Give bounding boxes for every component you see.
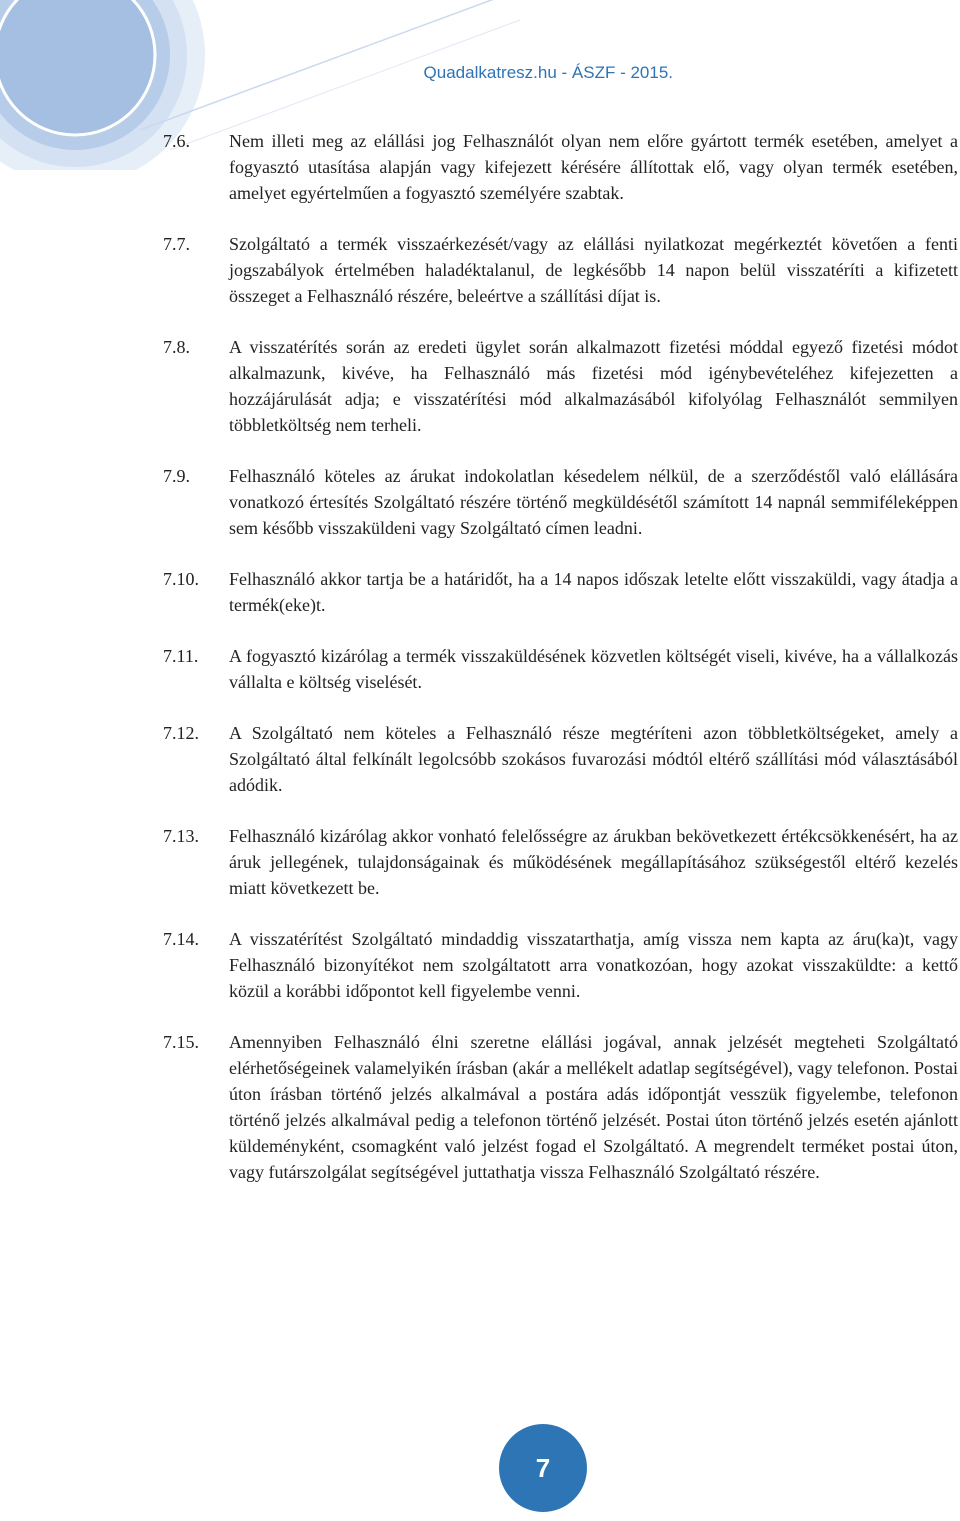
paragraph-7-14: [163, 926, 958, 1004]
paragraph-number: 7.13.: [163, 826, 199, 846]
paragraph-number: 7.15.: [163, 1032, 199, 1052]
paragraph-7-15: [163, 1029, 958, 1185]
page-number: 7: [535, 1452, 551, 1483]
paragraph-number: 7.8.: [163, 337, 190, 357]
paragraph-7-6: [163, 128, 958, 206]
paragraph-text: Szolgáltató a termék visszaérkezését/vagy az elállási nyilatkozat megérkeztét követően a fenti jogszabályok értelmében haladéktalanul, de legkésőbb 14 napon belül visszatéríti a kifizetett összeget a Felhasználó részére, beleértve a szállítási díjat is.: [229, 234, 958, 306]
paragraph-text: A visszatérítés során az eredeti ügylet során alkalmazott fizetési móddal egyező fizetési módot alkalmazunk, kivéve, ha Felhasználó más fizetési mód igénybevételéhez kifejezetten a hozzájárulását adja; e visszatérítési mód alkalmazásából kifolyólag Felhasználót semmilyen többletköltség nem terheli.: [229, 337, 958, 435]
paragraph-text: Nem illeti meg az elállási jog Felhasználót olyan nem előre gyártott termék esetében, amelyet a fogyasztó utasítása alapján vagy kifejezett kérésére állítottak elő, vagy olyan termék esetében, amelyet egyértelműen a fogyasztó személyére szabtak.: [229, 131, 958, 203]
page-number-badge: [499, 1424, 587, 1512]
paragraph-7-7: [163, 231, 958, 309]
paragraph-7-8: [163, 334, 958, 438]
paragraph-number: 7.12.: [163, 723, 199, 743]
paragraph-text: Felhasználó köteles az árukat indokolatlan késedelem nélkül, de a szerződéstől való elállására vonatkozó értesítés Szolgáltató részére történő megküldésétől számított 14 napnál semmiféleképpen sem később visszaküldeni vagy Szolgáltató címen leadni.: [229, 466, 958, 538]
paragraph-text: A fogyasztó kizárólag a termék visszaküldésének közvetlen költségét viseli, kivéve, ha a vállalkozás vállalta e költség viselését.: [229, 646, 958, 692]
document-header: Quadalkatresz.hu - ÁSZF - 2015.: [423, 63, 673, 82]
paragraph-number: 7.14.: [163, 929, 199, 949]
paragraph-number: 7.6.: [163, 131, 190, 151]
paragraph-7-9: [163, 463, 958, 541]
paragraph-7-11: [163, 643, 958, 695]
paragraph-text: A Szolgáltató nem köteles a Felhasználó része megtéríteni azon többletköltségeket, amely a Szolgáltató által felkínált legolcsóbb szokásos fuvarozási módtól eltérő szállítási mód választásából adódik.: [229, 723, 958, 795]
paragraph-text: A visszatérítést Szolgáltató mindaddig visszatarthatja, amíg vissza nem kapta az áru(ka)t, vagy Felhasználó bizonyítékot nem szolgáltatott arra vonatkozóan, hogy azokat visszaküldte: a kettő közül a korábbi időpontot kell figyelembe venni.: [229, 929, 958, 1001]
paragraph-number: 7.7.: [163, 234, 190, 254]
paragraph-7-10: [163, 566, 958, 618]
paragraph-text: Amennyiben Felhasználó élni szeretne elállási jogával, annak jelzését megteheti Szolgáltató elérhetőségeinek valamelyikén írásban (akár a mellékelt adatlap segítségével), vagy telefonon. Postai úton írásban történő jelzés alkalmával a postára adás időpontját vesszük figyelembe, telefonon történő jelzés alkalmával pedig a telefonon történő jelzését. Postai úton történő jelzés esetén ajánlott küldeményként, csomagként való jelzést fogad el Szolgáltató. A megrendelt terméket postai úton, vagy futárszolgálat segítségével juttathatja vissza Felhasználó Szolgáltató részére.: [229, 1032, 958, 1182]
paragraph-number: 7.9.: [163, 466, 190, 486]
paragraph-text: Felhasználó akkor tartja be a határidőt, ha a 14 napos időszak letelte előtt visszaküldi, vagy átadja a termék(eke)t.: [229, 569, 958, 615]
paragraph-number: 7.11.: [163, 646, 199, 666]
paragraph-text: Felhasználó kizárólag akkor vonható felelősségre az árukban bekövetkezett értékcsökkenésért, ha az áruk jellegének, tulajdonságainak és működésének megállapításához szükségestől eltérő kezelés miatt következett be.: [229, 826, 958, 898]
document-body: [163, 128, 958, 1210]
paragraph-7-13: [163, 823, 958, 901]
paragraph-number: 7.10.: [163, 569, 199, 589]
paragraph-7-12: [163, 720, 958, 798]
